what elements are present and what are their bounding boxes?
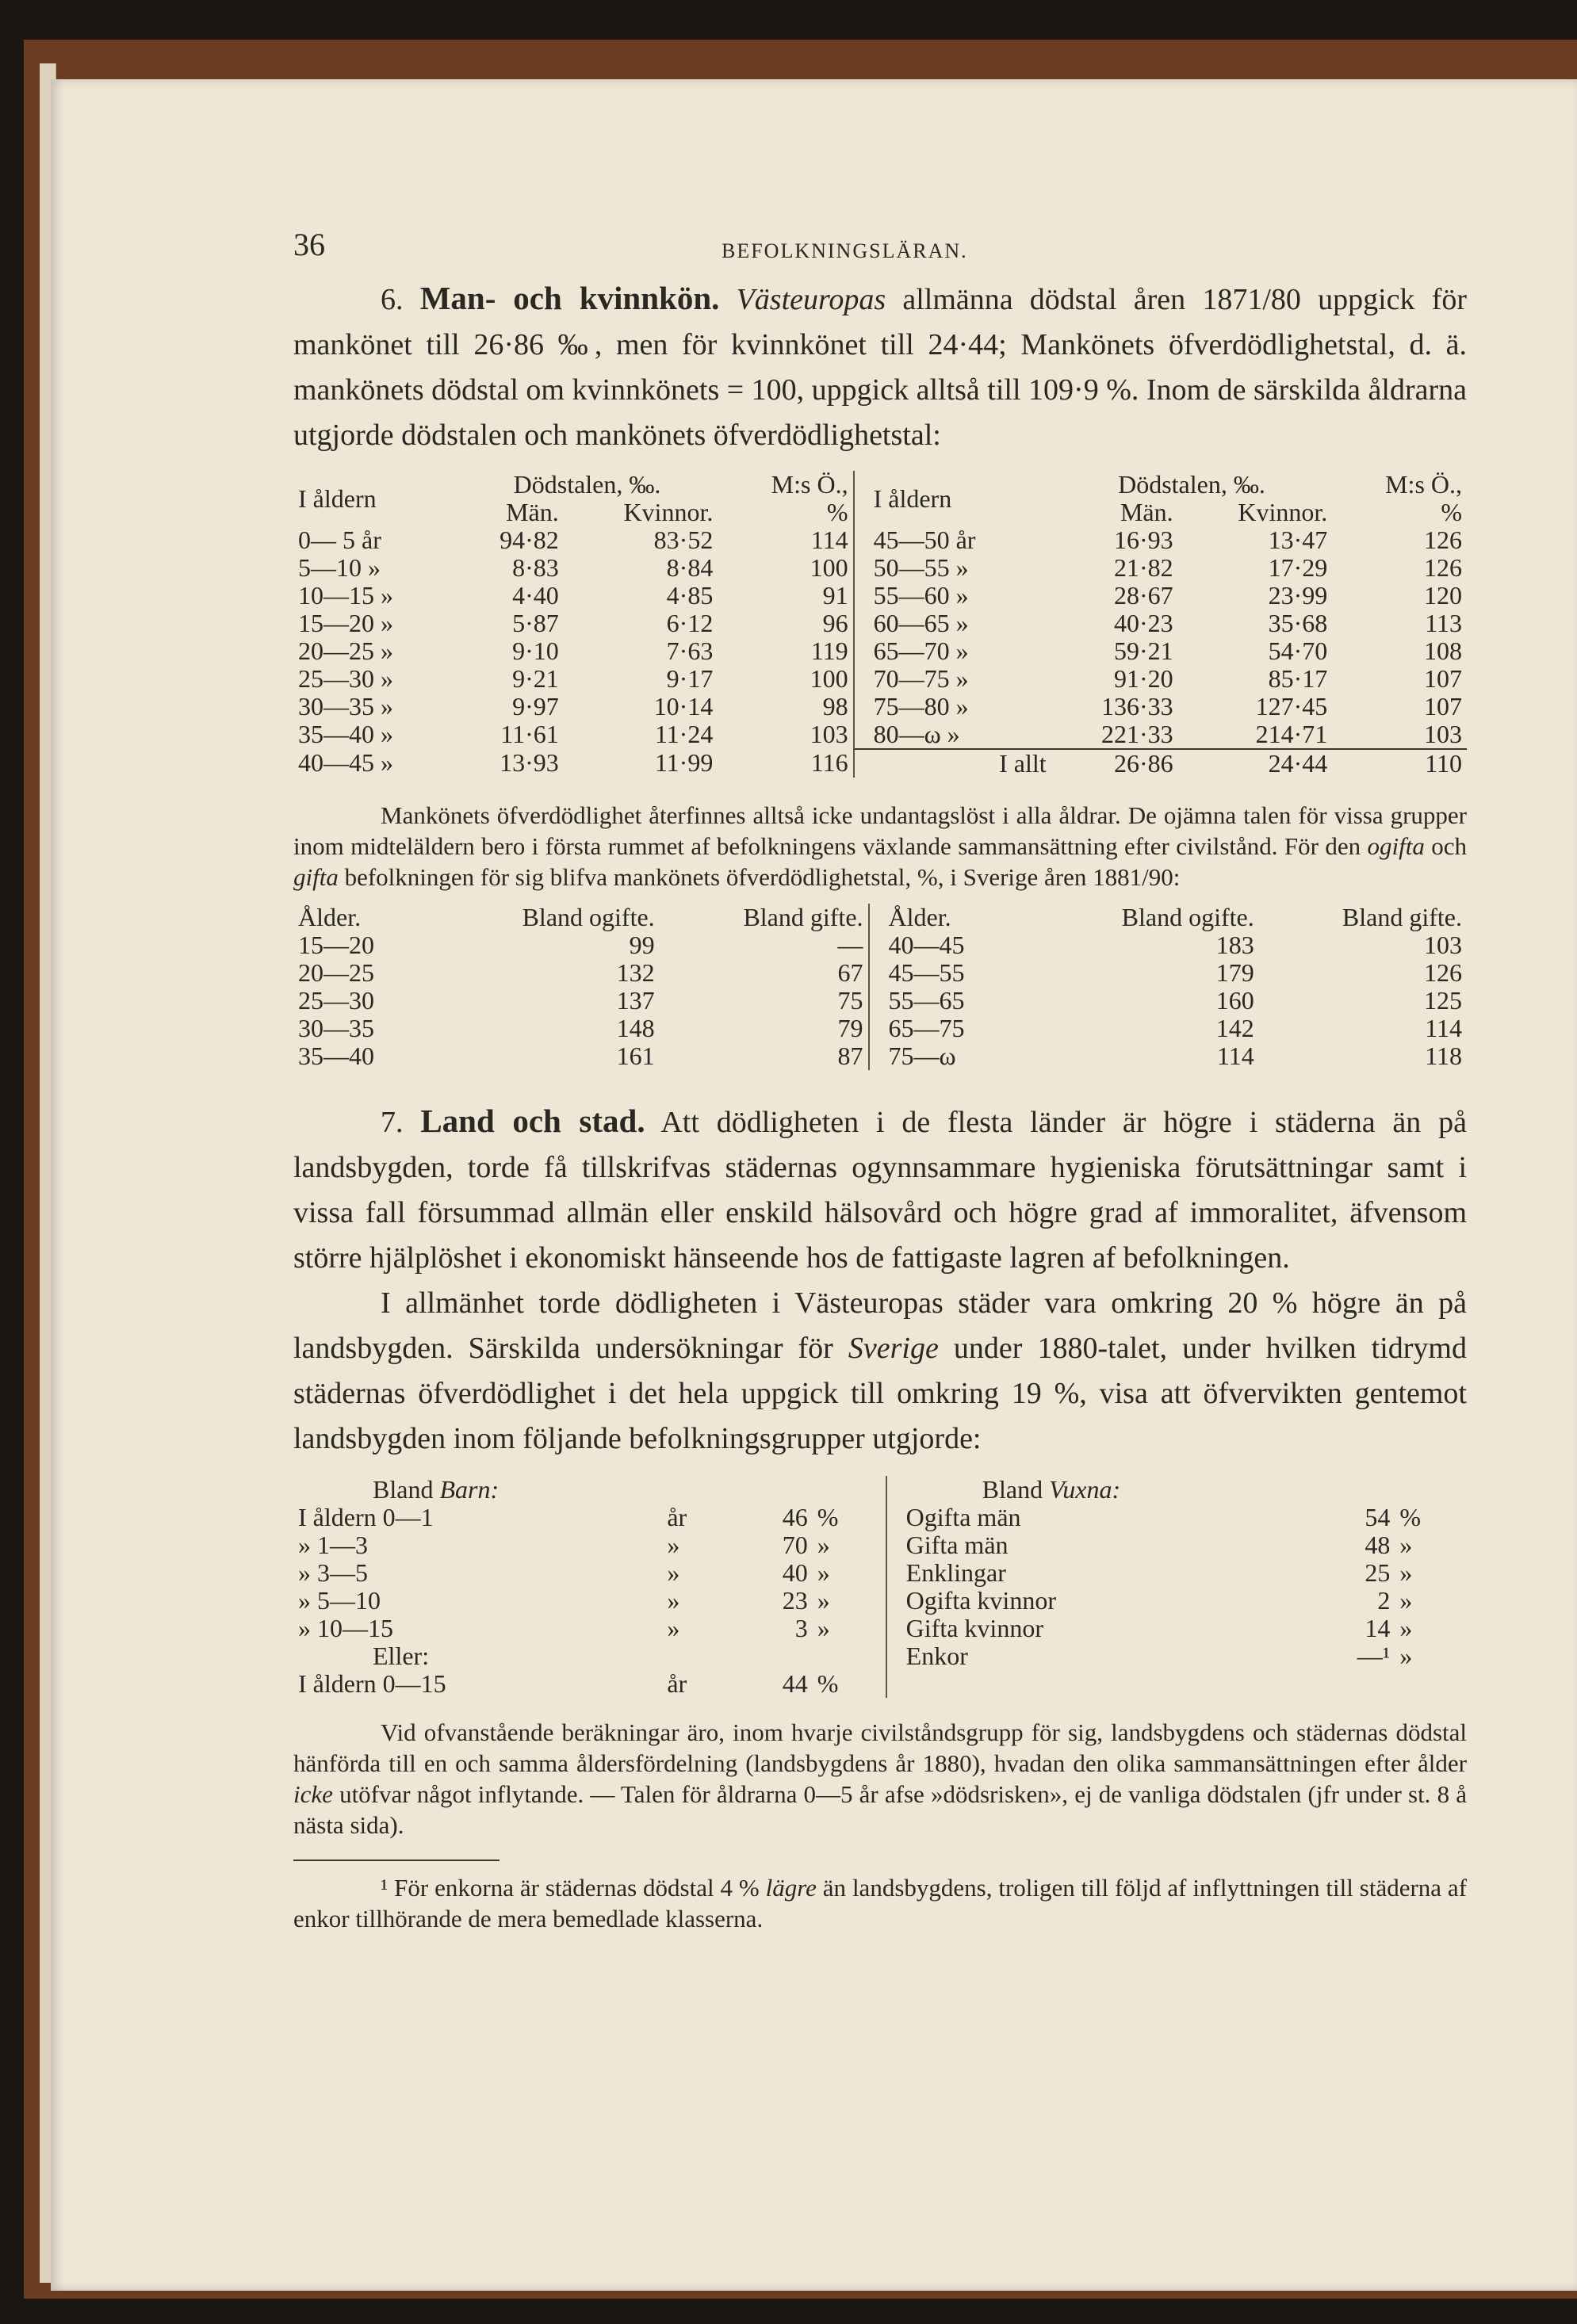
table-row — [293, 987, 1467, 1015]
emphasis: lägre — [765, 1874, 817, 1902]
table-cell: 21·82 — [1113, 553, 1173, 582]
table-cell: 4·40 — [512, 581, 559, 610]
table-cell: 114 — [810, 526, 848, 554]
table-cell: 94·82 — [500, 526, 559, 554]
table-cell: 119 — [810, 636, 848, 665]
section-7-paragraph — [293, 1099, 1467, 1281]
table-cell: Ogifta män — [886, 1504, 1296, 1531]
table-cell: 23·99 — [1268, 581, 1328, 610]
table-cell: 10·14 — [653, 692, 714, 721]
paragraph-text: och — [1431, 832, 1467, 860]
table-cell: % — [817, 1503, 839, 1531]
table-cell: 120 — [1424, 581, 1462, 610]
table-cell: 142 — [1215, 1014, 1254, 1042]
table-cell: 13·47 — [1268, 526, 1328, 554]
table-cell: 10—15 » — [298, 581, 393, 610]
page-number: 36 — [293, 227, 325, 262]
table-row — [293, 721, 1467, 749]
table-cell: » — [1399, 1586, 1413, 1615]
section-title: Man- och kvinnkön. — [419, 280, 720, 316]
table-cell: » — [1399, 1531, 1413, 1559]
table-cell: » — [1399, 1614, 1413, 1642]
table-row — [293, 1531, 1467, 1559]
table-cell: » — [1399, 1642, 1413, 1670]
table-row — [293, 1642, 1467, 1670]
table-cell: 20—25 — [298, 958, 374, 987]
table-cell: Gifta kvinnor — [886, 1615, 1296, 1642]
table-cell: år — [667, 1503, 687, 1531]
col-header — [293, 1476, 886, 1504]
table-cell: 9·97 — [512, 692, 559, 721]
table-cell: » 5—10 — [298, 1586, 381, 1615]
paragraph-text: allmänna dödstal åren 1871/80 uppgick för mankönet till 26·86 ‰, men för kvinnkönet till 24·44; Mankönets öfverdödlighetstal, d. ä. mankönets dödstal om kvinnkönets = 100, uppgick alltså till 109·9 %. Inom de särskilda åldrarna utgjorde dödstalen och mankönets öfverdödlighetstal: — [293, 283, 1467, 452]
table-row — [293, 637, 1467, 665]
table-cell: 13·93 — [500, 748, 559, 777]
table-cell: 136·33 — [1100, 692, 1173, 721]
table-cell: 8·84 — [666, 553, 714, 582]
col-header: Män. — [1120, 498, 1173, 526]
col-header: Ålder. — [869, 904, 1031, 931]
table-cell: 0— 5 år — [298, 526, 381, 554]
table-cell: 65—75 — [869, 1015, 1031, 1042]
table-cell: 54·70 — [1268, 636, 1328, 665]
table-cell: 54 — [1365, 1503, 1391, 1531]
table-cell: 16·93 — [1113, 526, 1173, 554]
table-cell: 118 — [1425, 1042, 1462, 1070]
table-cell: år — [667, 1669, 687, 1698]
col-header-text: Bland — [373, 1475, 434, 1504]
section-7-paragraph-2 — [293, 1281, 1467, 1462]
table-row — [293, 1615, 1467, 1642]
col-header: Ålder. — [298, 903, 362, 931]
table-header-row — [293, 1476, 1467, 1504]
table-row — [293, 610, 1467, 637]
table-cell: 9·17 — [666, 664, 714, 693]
table-cell: 45—55 — [869, 959, 1031, 987]
table-row — [293, 665, 1467, 693]
table-cell: 17·29 — [1268, 553, 1328, 582]
table-cell: » — [1399, 1558, 1413, 1587]
table-cell: Gifta män — [886, 1531, 1296, 1559]
table-cell: 99 — [629, 931, 655, 959]
table-cell: 103 — [1424, 720, 1462, 748]
table-cell: 11·61 — [500, 720, 559, 748]
col-header: Bland ogifte. — [522, 903, 655, 931]
section-number: 7. — [381, 1106, 404, 1139]
table-row — [293, 526, 1467, 554]
table-cell: 40·23 — [1113, 609, 1173, 637]
table-cell: 3 — [794, 1614, 808, 1642]
table-cell: 25—30 — [298, 986, 374, 1015]
table-header-row — [293, 904, 1467, 931]
table-cell: » — [667, 1614, 680, 1642]
table-cell: 46 — [782, 1503, 808, 1531]
table-cell: 11·99 — [654, 748, 714, 777]
table-cell: 44 — [782, 1669, 808, 1698]
table-cell: 91·20 — [1113, 664, 1173, 693]
table-cell: 110 — [1332, 749, 1467, 778]
table-cell: 23 — [782, 1586, 808, 1615]
table-cell: 25—30 » — [298, 664, 393, 693]
table-cell: Enklingar — [886, 1559, 1296, 1587]
table-cell: 26·86 — [1051, 749, 1178, 778]
col-header: I åldern — [298, 484, 377, 513]
table-cell: 60—65 » — [854, 610, 1051, 637]
table-cell: % — [1399, 1503, 1422, 1531]
table-cell: 161 — [616, 1042, 655, 1070]
section-6-paragraph — [293, 276, 1467, 458]
table-cell: » — [667, 1558, 680, 1587]
urban-excess-table — [293, 1476, 1467, 1698]
paragraph-text: I allmänhet torde dödligheten i Västeuropas städer vara omkring 20 % högre än på landsbygden. Särskilda undersökningar för — [293, 1286, 1467, 1365]
page-content — [293, 198, 1467, 1934]
table-cell: 5—10 » — [298, 553, 381, 582]
table-cell: 103 — [810, 720, 848, 748]
table-cell: 80—ω » — [854, 721, 1051, 749]
table-cell: » — [817, 1558, 830, 1587]
table-cell: 40—45 — [869, 931, 1031, 959]
table-cell: 50—55 » — [854, 554, 1051, 582]
footnote-text: än landsbygdens, troligen till följd af inflyttningen till städerna af enkor tillhörande de mera bemedlade klasserna. — [293, 1874, 1468, 1932]
table-cell: 85·17 — [1268, 664, 1328, 693]
table-cell: 87 — [837, 1042, 863, 1070]
table-cell: 103 — [1424, 931, 1462, 959]
table-cell: 113 — [1425, 609, 1462, 637]
col-header: Bland ogifte. — [1121, 903, 1254, 931]
table-cell: 65—70 » — [854, 637, 1051, 665]
table-cell: 100 — [810, 553, 848, 582]
emphasis: Västeuropas — [736, 283, 886, 316]
table-cell: 45—50 år — [854, 526, 1051, 554]
table-cell: 98 — [822, 692, 848, 721]
table-cell: 125 — [1424, 986, 1462, 1015]
table-cell: 24·44 — [1178, 749, 1333, 778]
table-row — [293, 582, 1467, 610]
col-header: M:s Ö., — [771, 470, 848, 499]
paragraph-text: Mankönets öfverdödlighet återfinnes alltså icke undantagslöst i alla åldrar. De ojämna talen för vissa grupper inom midteläldern bero i första rummet af befolkningens växlande sammansättning efter civilstånd. För den — [293, 801, 1467, 860]
table-cell: 137 — [616, 986, 655, 1015]
paragraph-text: befolkningen för sig blifva mankönets öfverdödlighetstal, %, i Sverige åren 1881/90: — [344, 863, 1181, 891]
col-header: Kvinnor. — [623, 498, 714, 526]
table-cell: I allt — [854, 749, 1051, 778]
table-cell: 83·52 — [653, 526, 714, 554]
paragraph-text: Att dödligheten i de flesta länder är högre i städerna än på landsbygden, torde få tillskrifvas städernas ogynnsammare hygieniska förutsättningar samt i vissa fall försummad allmän eller enskild hälsovård och högre grad af immoralitet, äfvensom större hjälplöshet i ekonomiskt hänseende hos de fattigaste lagren af befolkningen. — [293, 1106, 1467, 1275]
table-cell: 100 — [810, 664, 848, 693]
col-header: Dödstalen, ‰. — [513, 470, 661, 499]
table-row — [293, 1015, 1467, 1042]
table-cell: I åldern 0—15 — [298, 1669, 446, 1698]
table-cell: » — [817, 1586, 830, 1615]
table-cell: 9·10 — [512, 636, 559, 665]
table-cell: 67 — [837, 958, 863, 987]
table-cell: 30—35 » — [298, 692, 393, 721]
table-cell: Ogifta kvinnor — [886, 1587, 1296, 1615]
table-cell: 179 — [1215, 958, 1254, 987]
table-cell: 70 — [782, 1531, 808, 1559]
table-cell: 79 — [837, 1014, 863, 1042]
emphasis: Sverige — [848, 1332, 939, 1365]
table-row — [293, 1042, 1467, 1070]
table-cell: 107 — [1424, 692, 1462, 721]
section-title: Land och stad. — [420, 1103, 645, 1139]
table-cell: 126 — [1424, 553, 1462, 582]
table-row — [293, 959, 1467, 987]
table-cell: 107 — [1424, 664, 1462, 693]
table-row — [293, 554, 1467, 582]
page-header — [293, 198, 1467, 262]
section-number: 6. — [381, 283, 404, 316]
table-cell: 126 — [1424, 526, 1462, 554]
table-cell: 4·85 — [666, 581, 714, 610]
table-cell: 114 — [1425, 1014, 1462, 1042]
table-cell: 108 — [1424, 636, 1462, 665]
table-cell: 14 — [1365, 1614, 1391, 1642]
table-cell: 5·87 — [512, 609, 559, 637]
emphasis: Vuxna: — [1049, 1475, 1121, 1504]
col-header — [886, 1476, 1467, 1504]
col-header: M:s Ö., — [1385, 470, 1462, 499]
table-cell: » — [817, 1614, 830, 1642]
table-cell: 55—65 — [869, 987, 1031, 1015]
table-cell: 59·21 — [1113, 636, 1173, 665]
table-cell: 75 — [837, 986, 863, 1015]
table-row — [293, 931, 1467, 959]
table-cell: 183 — [1215, 931, 1254, 959]
table-cell: 35·68 — [1268, 609, 1328, 637]
table-cell: 35—40 — [298, 1042, 374, 1070]
table-row — [293, 1587, 1467, 1615]
table-cell: 2 — [1377, 1586, 1391, 1615]
table-cell: 15—20 » — [298, 609, 393, 637]
table-cell: 7·63 — [666, 636, 714, 665]
table-cell: » — [817, 1531, 830, 1559]
table-cell: 148 — [616, 1014, 655, 1042]
table-cell: 30—35 — [298, 1014, 374, 1042]
col-header-text: Bland — [982, 1475, 1043, 1504]
table-cell: 114 — [1216, 1042, 1254, 1070]
table-cell: 75—80 » — [854, 693, 1051, 721]
footnote — [293, 1872, 1467, 1934]
table-cell: 75—ω — [869, 1042, 1031, 1070]
table-cell: 160 — [1215, 986, 1254, 1015]
table-cell: 48 — [1365, 1531, 1391, 1559]
table-cell: » — [667, 1531, 680, 1559]
col-header: Bland gifte. — [1342, 903, 1462, 931]
table-cell: » — [667, 1586, 680, 1615]
table-cell — [886, 1670, 1467, 1698]
table-cell: —¹ — [1357, 1642, 1391, 1670]
table-cell: Enkor — [886, 1642, 1296, 1670]
table-cell: 15—20 — [298, 931, 374, 959]
table-cell: » 3—5 — [298, 1558, 368, 1587]
col-header: Bland gifte. — [743, 903, 863, 931]
note-paragraph — [293, 800, 1467, 893]
table-cell: % — [817, 1669, 839, 1698]
table-header-row — [293, 471, 1467, 499]
table-row — [293, 749, 1467, 778]
table-cell: — — [837, 931, 863, 959]
table-cell: 6·12 — [666, 609, 714, 637]
paragraph-text: utöfvar något inflytande. — Talen för åldrarna 0—5 år afse »dödsrisken», ej de vanliga dödstalen (jfr under st. 8 å nästa sida). — [293, 1780, 1468, 1839]
paragraph-text: under 1880-talet, under hvilken tidrymd städernas öfverdödlighet i det hela uppgick till omkring 19 %, visa att öfvervikten gentemot landsbygden inom följande befolkningsgrupper utgjorde: — [293, 1332, 1467, 1455]
col-header: % — [826, 498, 848, 526]
table-cell: 221·33 — [1100, 720, 1173, 748]
col-header: Män. — [506, 498, 559, 526]
table-cell: » 1—3 — [298, 1531, 368, 1559]
table-row — [293, 693, 1467, 721]
table-cell: 214·71 — [1255, 720, 1328, 748]
table-row — [293, 1670, 1467, 1698]
table-cell: 40—45 » — [298, 748, 393, 777]
table-cell: I åldern 0—1 — [298, 1503, 434, 1531]
emphasis: icke — [293, 1780, 333, 1808]
table-cell: 28·67 — [1113, 581, 1173, 610]
table-cell: 35—40 » — [298, 720, 393, 748]
table-cell: 40 — [782, 1558, 808, 1587]
table-cell: 116 — [810, 748, 848, 777]
footnote-divider — [293, 1860, 500, 1861]
running-head: BEFOLKNINGSLÄRAN. — [722, 239, 968, 262]
emphasis: Barn: — [439, 1475, 500, 1504]
emphasis: gifta — [293, 863, 339, 891]
table-cell: Eller: — [373, 1642, 430, 1670]
table-cell: 55—60 » — [854, 582, 1051, 610]
table-cell: 20—25 » — [298, 636, 393, 665]
table-cell: 9·21 — [512, 664, 559, 693]
table-cell: 127·45 — [1255, 692, 1328, 721]
civil-status-table — [293, 904, 1467, 1070]
col-header: I åldern — [854, 471, 1051, 526]
col-header: % — [1441, 498, 1462, 526]
table-row — [293, 1559, 1467, 1587]
table-cell: 126 — [1424, 958, 1462, 987]
table-cell: 11·24 — [654, 720, 714, 748]
col-header: Kvinnor. — [1238, 498, 1328, 526]
method-note — [293, 1717, 1467, 1840]
table-cell: 91 — [822, 581, 848, 610]
col-header: Dödstalen, ‰. — [1118, 470, 1265, 499]
table-cell: 70—75 » — [854, 665, 1051, 693]
footnote-text: ¹ För enkorna är städernas dödstal 4 % — [381, 1874, 760, 1902]
emphasis: ogifta — [1367, 832, 1425, 860]
table-cell: » 10—15 — [298, 1614, 393, 1642]
mortality-table — [293, 471, 1467, 778]
table-cell: 132 — [616, 958, 655, 987]
table-cell: 96 — [822, 609, 848, 637]
table-cell: 8·83 — [512, 553, 559, 582]
table-cell: 25 — [1365, 1558, 1391, 1587]
table-row — [293, 1504, 1467, 1531]
paragraph-text: Vid ofvanstående beräkningar äro, inom hvarje civilståndsgrupp för sig, landsbygdens och städernas dödstal hänförda till en och samma åldersfördelning (landsbygdens år 1880), hvadan den olika sammansättningen efter ålder — [293, 1718, 1467, 1777]
